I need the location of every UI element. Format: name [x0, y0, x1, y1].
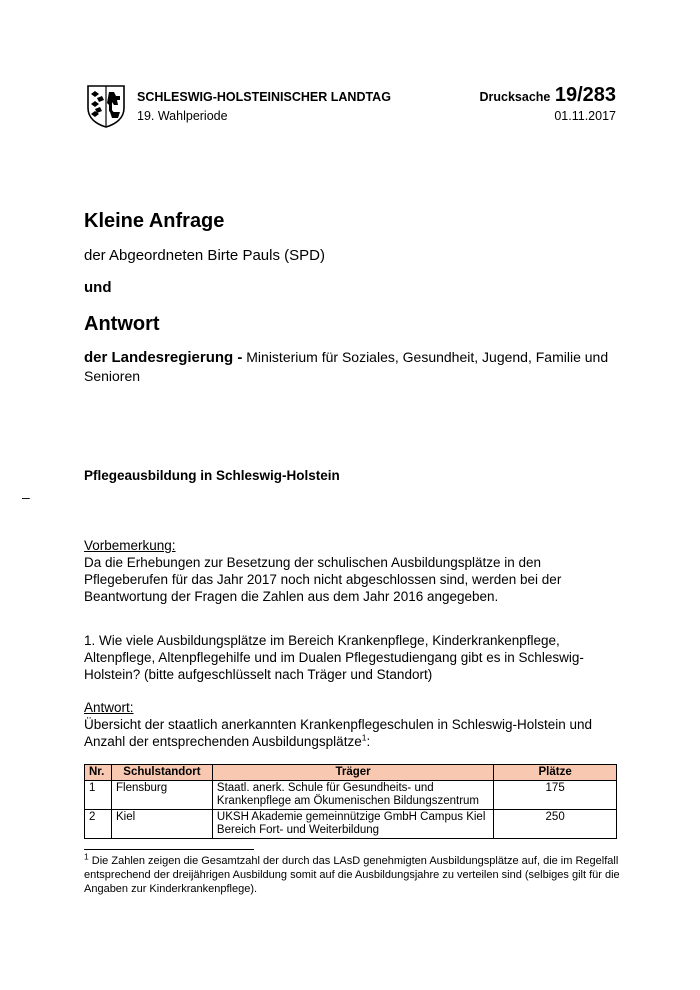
table-row	[85, 810, 617, 839]
title-answer: Antwort	[84, 313, 160, 335]
header-traeger: Träger	[212, 765, 493, 781]
table-row	[85, 781, 617, 810]
answer-label: Antwort:	[84, 700, 134, 715]
answer-text-block	[84, 716, 624, 750]
coat-of-arms-icon	[86, 84, 126, 128]
title-inquiry: Kleine Anfrage	[84, 210, 225, 232]
parliament-name: SCHLESWIG-HOLSTEINISCHER LANDTAG	[137, 90, 391, 104]
separator-dash: –	[22, 489, 30, 505]
answer-colon: :	[366, 734, 371, 749]
table-header-row	[85, 765, 617, 781]
drucksache-label: Drucksache	[479, 90, 551, 104]
question-1: 1. Wie viele Ausbildungsplätze im Bereich Krankenpflege, Kinderkrankenpflege, Altenpflege, Altenpflegehilfe und im Dualen Pflegestudiengang gibt es in Schleswig-Holstein? (bitte aufgeschlüsselt nach Träger und Standort)	[84, 633, 584, 682]
cell-ort: Flensburg	[111, 781, 212, 810]
topic-heading: Pflegeausbildung in Schleswig-Holstein	[84, 468, 340, 483]
cell-nr: 2	[85, 810, 112, 839]
footnote-rule	[84, 849, 254, 850]
legislative-period: 19. Wahlperiode	[137, 109, 228, 123]
ministry-name: Ministerium für Soziales, Gesundheit, Jugend, Familie und Senioren	[84, 349, 609, 384]
cell-plaetze: 250	[494, 810, 617, 839]
government-label: der Landesregierung -	[84, 349, 243, 366]
and-word: und	[84, 279, 112, 296]
drucksache-number: 19/283	[554, 84, 616, 106]
schools-table	[84, 764, 617, 839]
cell-ort: Kiel	[111, 810, 212, 839]
answer-text: Übersicht der staatlich anerkannten Krankenpflegeschulen in Schleswig-Holstein und Anzahl der entsprechenden Ausbildungsplätze	[84, 717, 593, 749]
header-nr: Nr.	[85, 765, 112, 781]
subtitle-inquiry: der Abgeordneten Birte Pauls (SPD)	[84, 247, 325, 264]
preliminary-text: Da die Erhebungen zur Besetzung der schulischen Ausbildungsplätze in den Pflegeberufen für das Jahr 2017 noch nicht abgeschlossen sind, werden bei der Beantwortung der Fragen die Zahlen aus dem Jahr 2016 angegeben.	[84, 555, 562, 604]
footnote	[84, 851, 624, 896]
cell-traeger: Staatl. anerk. Schule für Gesundheits- und Krankenpflege am Ökumenischen Bildungszentrum	[212, 781, 493, 810]
cell-nr: 1	[85, 781, 112, 810]
drucksache-block	[480, 84, 617, 107]
footnote-text: Die Zahlen zeigen die Gesamtzahl der durch das LAsD genehmigten Ausbildungsplätze auf, die im Regelfall entsprechend der dreijährigen Ausbildung somit auf die Ausbildungsjahre zu verteilen sind (selbiges gilt für die Angaben zur Kinderkrankenpflege).	[84, 855, 620, 895]
document-date: 01.11.2017	[554, 109, 616, 123]
government-line	[84, 348, 624, 385]
cell-plaetze: 175	[494, 781, 617, 810]
header-plaetze: Plätze	[494, 765, 617, 781]
footnote-reference: 1	[361, 732, 367, 743]
preliminary-label: Vorbemerkung:	[84, 538, 176, 553]
footnote-mark: 1	[84, 851, 89, 862]
header-schulstandort: Schulstandort	[111, 765, 212, 781]
cell-traeger: UKSH Akademie gemeinnützige GmbH Campus Kiel Bereich Fort- und Weiterbildung	[212, 810, 493, 839]
